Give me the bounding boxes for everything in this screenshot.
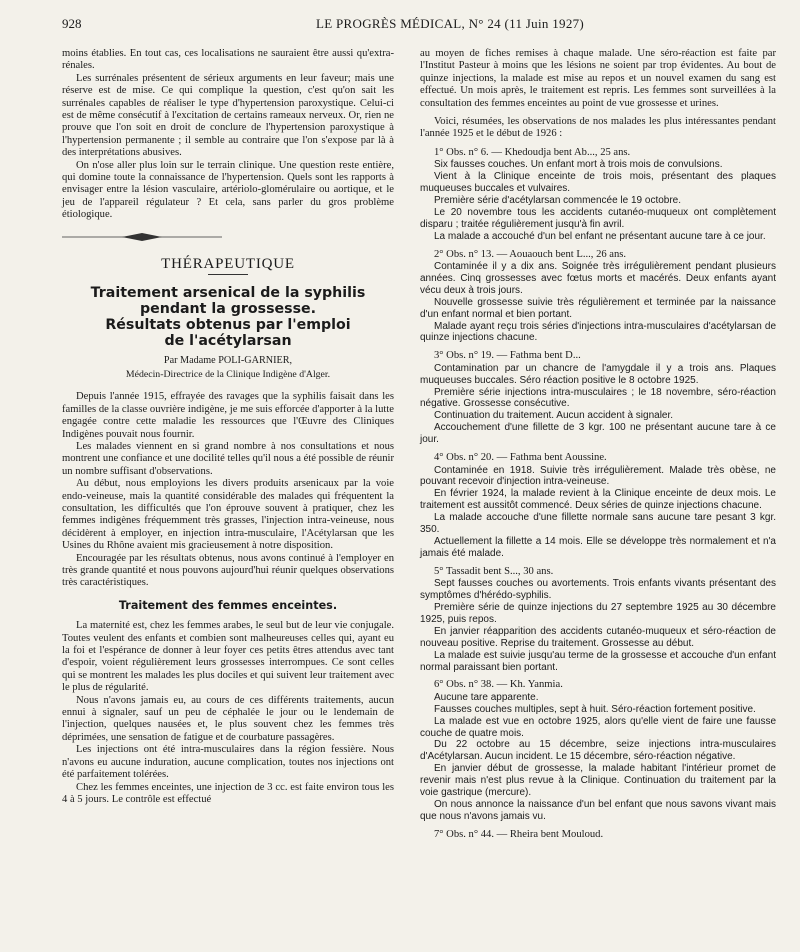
paragraph: Depuis l'année 1915, effrayée des ravages que la syphilis faisait dans les familles de la classe ouvrière indigène, je me suis efforcée d'apporter à la lutte engagée contre cette maladie les ressources que l'Œuvre des Cliniques Indigènes pouvait nous fournir. bbox=[62, 391, 394, 440]
observation-line: On nous annonce la naissance d'un bel enfant que nous savons vivant mais que nous n'avons jamais vu. bbox=[420, 798, 776, 822]
observation-line: Aucune tare apparente. bbox=[434, 691, 539, 703]
affiliation: Médecin-Directrice de la Clinique Indigène d'Alger. bbox=[125, 368, 331, 380]
observation-body bbox=[420, 159, 776, 242]
observation-line: Six fausses couches. Un enfant mort à trois mois de convulsions. bbox=[434, 159, 723, 171]
right-column bbox=[420, 48, 776, 841]
observation-body bbox=[420, 261, 776, 344]
observation-line: En février 1924, la malade revient à la Clinique enceinte de deux mois. Le traitement est aussitôt commencé. Deux séries de quinze injections chacune. bbox=[420, 488, 776, 512]
observation-line: La malade est suivie jusqu'au terme de la grossesse et accouche d'un enfant normal paraissant bien portant. bbox=[420, 649, 776, 673]
observation-heading: 6° Obs. n° 38. — Kh. Yanmia. bbox=[434, 679, 563, 691]
paragraph: Encouragée par les résultats obtenus, nous avons continué à l'employer en très grande quantité et nous pouvons aujourd'hui réunir quelques observations très caractéristiques. bbox=[62, 552, 394, 589]
paragraph: Chez les femmes enceintes, une injection de 3 cc. est faite environ tous les 4 à 5 jours. Le contrôle est effectué bbox=[62, 781, 394, 805]
paragraph: On n'ose aller plus loin sur le terrain clinique. Une question reste entière, qui domine toute la connaissance de l'hypertension. Quels sont les rapports à envisager entre la lésion vasculaire, artériolo-glomérulaire ou aortique, et le jeu de l'appareil régulateur ? Et cela, sans parler du gros problème étiologique. bbox=[62, 159, 394, 221]
observation-line: Le 20 novembre tous les accidents cutanéo-muqueux ont complètement disparu ; traitée régulièrement jusqu'à fin avril. bbox=[420, 206, 776, 230]
page-number: 928 bbox=[62, 16, 82, 31]
observation-line: Sept fausses couches ou avortements. Trois enfants vivants présentant des symptômes d'hérédo-syphilis. bbox=[420, 578, 776, 602]
observation-heading: 4° Obs. n° 20. — Fathma bent Aoussine. bbox=[434, 452, 607, 464]
observation-heading: 7° Obs. n° 44. — Rheira bent Mouloud. bbox=[434, 828, 604, 840]
observation-heading: 5° Tassadit bent S..., 30 ans. bbox=[434, 565, 554, 577]
observation-line: Du 22 octobre au 15 décembre, seize injections intra-musculaires d'Acétylarsan. Aucun incident. Le 15 décembre, séro-réaction négative. bbox=[420, 739, 776, 763]
observation-case bbox=[420, 829, 776, 841]
article-title-line: de l'acétylarsan bbox=[164, 332, 292, 349]
observation-body bbox=[420, 465, 776, 560]
observation-case bbox=[420, 452, 776, 560]
paragraph: Les malades viennent en si grand nombre à nos consultations et nous montrent une confiance et une docilité telles qu'il nous a été possible de réunir un nombre suffisant d'observations. bbox=[62, 440, 394, 477]
observation-body bbox=[420, 578, 776, 673]
section-title: THÉRAPEUTIQUE bbox=[161, 256, 295, 273]
observation-line: Contaminée en 1918. Suivie très irrégulièrement. Malade très obèse, ne pouvant recevoir d'injection intra-veineuse. bbox=[420, 464, 776, 488]
article-title-line: Traitement arsenical de la syphilis bbox=[90, 284, 366, 301]
observation-body bbox=[420, 363, 776, 446]
observation-case bbox=[420, 350, 776, 446]
page-header bbox=[62, 16, 772, 36]
article-title-line: pendant la grossesse. bbox=[139, 300, 317, 317]
observation-line: Accouchement d'une fillette de 3 kgr. 100 ne présentant aucune tare à ce jour. bbox=[420, 422, 776, 446]
subsection-title: Traitement des femmes enceintes. bbox=[118, 598, 338, 612]
observation-line: Fausses couches multiples, sept à huit. Séro-réaction fortement positive. bbox=[434, 703, 756, 715]
observation-line: En janvier début de grossesse, la malade habitant l'intérieur promet de revenir mais n'est plus revue à la Clinique. Continuation du traitement par la voie gastrique (mercure). bbox=[420, 763, 776, 799]
ornament-divider bbox=[62, 232, 222, 242]
observation-heading: 1° Obs. n° 6. — Khedoudja bent Ab..., 25 ans. bbox=[434, 146, 631, 158]
observation-line: Actuellement la fillette a 14 mois. Elle se développe très normalement et n'a jamais été malade. bbox=[420, 535, 776, 559]
section-rule bbox=[208, 274, 248, 275]
observation-line: Première série de quinze injections du 27 septembre 1925 au 30 décembre 1925, puis repos. bbox=[420, 601, 776, 625]
observation-line: Première série d'acétylarsan commencée le 19 octobre. bbox=[434, 194, 682, 206]
paragraph: au moyen de fiches remises à chaque malade. Une séro-réaction est faite par l'Institut Pasteur à moins que les lésions ne soient par trop évidentes. Au bout de quinze injections, la malade est mise au repos et un nouvel examen du sang est effectué. Un mois après, le traitement est repris. Les femmes sont surveillées à la consultation des femmes enceintes au point de vue grossesse et urines. bbox=[420, 48, 776, 109]
article-title-line: Résultats obtenus par l'emploi bbox=[105, 316, 351, 333]
running-title: LE PROGRÈS MÉDICAL, N° 24 (11 Juin 1927) bbox=[316, 16, 585, 31]
observation-case bbox=[420, 679, 776, 822]
observation-body bbox=[420, 692, 776, 823]
observation-line: La malade a accouché d'un bel enfant ne présentant aucune tare à ce jour. bbox=[434, 230, 766, 242]
left-column bbox=[62, 48, 394, 806]
observation-case bbox=[420, 566, 776, 674]
paragraph: Les surrénales présentent de sérieux arguments en leur faveur; mais une réserve est de mise. Ce qui complique la question, c'est qu'on sait les surrénales capables de réaliser le type d'hypertension paroxystique. Celui-ci est de même consécutif à l'excitation de certains rameaux nerveux. Or, rien ne prouve que l'on soit en droit de conclure de l'hypertension paroxystique à l'hypertension permanente ; il semble au contraire que l'on s'expose par là à des interprétations abusives. bbox=[62, 72, 394, 159]
byline: Par Madame POLI-GARNIER, bbox=[163, 354, 293, 366]
paragraph: Nous n'avons jamais eu, au cours de ces différents traitements, aucun ennui à signaler, sauf un peu de céphalée le jour ou le lendemain de l'injection, quelques nausées et, le plus souvent chez les femmes très déprimées, une sensation de fatigue et de courbature passagères. bbox=[62, 694, 394, 743]
observation-heading: 2° Obs. n° 13. — Aouaouch bent L..., 26 ans. bbox=[434, 248, 627, 260]
observation-heading: 3° Obs. n° 19. — Fathma bent D... bbox=[434, 350, 581, 362]
observation-line: Contamination par un chancre de l'amygdale il y a trois ans. Plaques muqueuses buccales. Séro réaction positive le 8 octobre 1925. bbox=[420, 362, 776, 386]
paragraph: Au début, nous employions les divers produits arsenicaux par la voie endo-veineuse, mais la quantité considérable des malades qui fréquentent la consultation, les difficultés que l'on éprouve souvent à pratiquer, chez les femmes indigènes fréquemment très grasses, l'injection intra-veineuse, nous décidèrent à employer, en injection intra-musculaire, l'Acétylarsan que les Usines du Rhône avaient mis gracieusement à notre disposition. bbox=[62, 478, 394, 552]
observation-line: Première série injections intra-musculaires ; le 18 novembre, séro-réaction négative. Grossesse consécutive. bbox=[420, 386, 776, 410]
observation-line: Nouvelle grossesse suivie très régulièrement et terminée par la naissance d'un enfant normal et bien portant. bbox=[420, 296, 776, 320]
observation-line: Malade ayant reçu trois séries d'injections intra-musculaires d'acétylarsan de quinze injections chacune. bbox=[420, 320, 776, 344]
paragraph: Voici, résumées, les observations de nos malades les plus intéressantes pendant l'année 1925 et le début de 1926 : bbox=[420, 116, 776, 140]
article-title bbox=[62, 285, 394, 349]
observation-line: Continuation du traitement. Aucun accident à signaler. bbox=[434, 410, 674, 422]
observation-line: En janvier réapparition des accidents cutanéo-muqueux et séro-réaction de nouveau positive. Reprise du traitement. Grossesse au début. bbox=[420, 625, 776, 649]
observations-list bbox=[420, 147, 776, 841]
observation-line: Vient à la Clinique enceinte de trois mois, présentant des plaques muqueuses buccales et vulvaires. bbox=[420, 171, 776, 195]
observation-case bbox=[420, 249, 776, 345]
observation-line: La malade accouche d'une fillette normale sans aucune tare pesant 3 kgr. 350. bbox=[420, 512, 776, 536]
paragraph: moins établies. En tout cas, ces localisations ne sauraient être aussi qu'extra-rénales. bbox=[62, 48, 394, 72]
paragraph: La maternité est, chez les femmes arabes, le seul but de leur vie conjugale. Toutes veulent des enfants et combien sont malheureuses celles qui, ayant eu la foi et l'espérance de donner à leur foyer ces petits êtres attendus avec tant d'espoir, voient régulièrement leurs grossesses interrompues. Ce sont celles qui se montrent les malades les plus dociles et qui suivent leur traitement avec le plus de régularité. bbox=[62, 620, 394, 694]
observation-line: Contaminée il y a dix ans. Soignée très irrégulièrement pendant plusieurs années. Cinq grossesses avec fœtus morts et macérés. Deux enfants ayant vécu deux à trois jours. bbox=[420, 261, 776, 296]
paragraph: Les injections ont été intra-musculaires dans la région fessière. Nous n'avons eu aucune induration, aucune complication, toutes nos injections ont été parfaitement tolérées. bbox=[62, 744, 394, 781]
observation-line: La malade est vue en octobre 1925, alors qu'elle vient de faire une fausse couche de quatre mois. bbox=[420, 715, 776, 739]
observation-case bbox=[420, 147, 776, 243]
